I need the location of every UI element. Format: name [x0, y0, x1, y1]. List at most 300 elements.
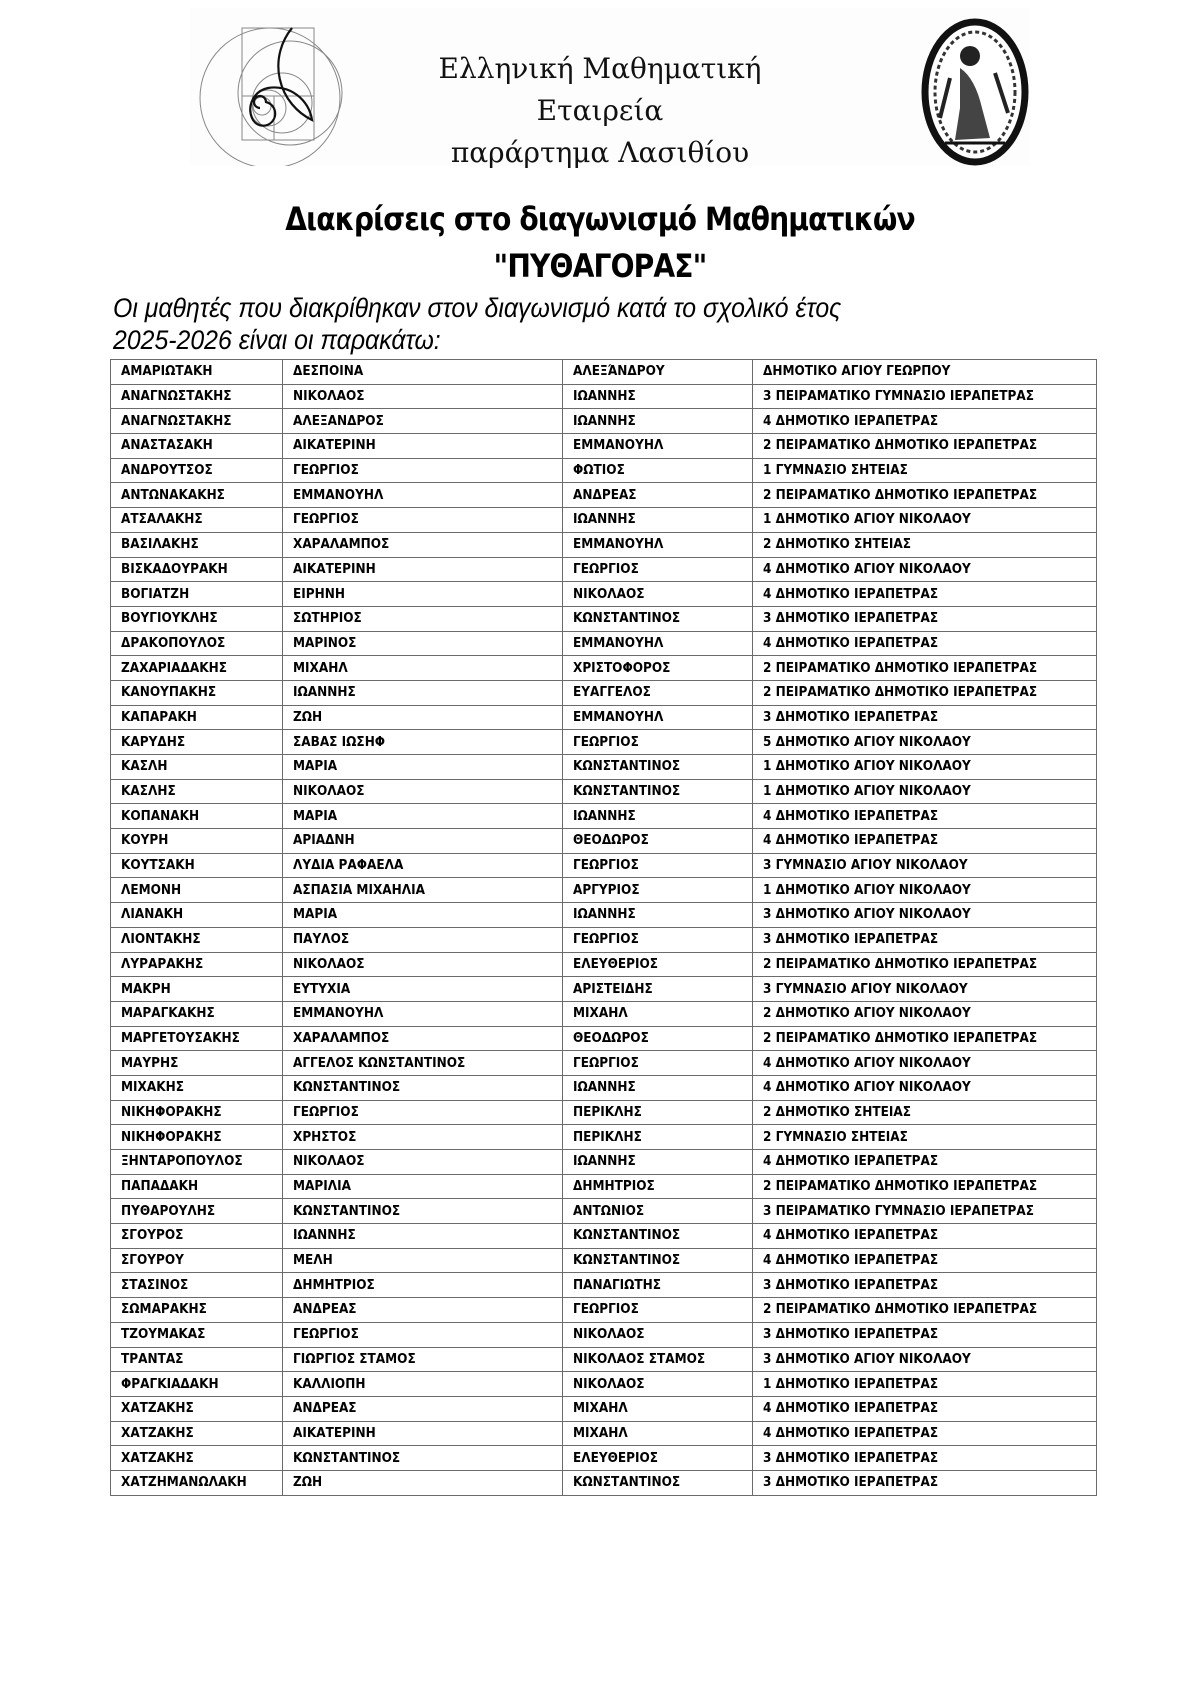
- surname-cell: [111, 1470, 283, 1495]
- father-name-cell: [563, 1298, 753, 1323]
- school-text: 2 ΔΗΜΟΤΙΚΟ ΑΓΙΟΥ ΝΙΚΟΛΑΟΥ: [763, 1006, 971, 1022]
- father-name-text: ΝΙΚΟΛΑΟΣ ΣΤΑΜΟΣ: [573, 1351, 706, 1367]
- first-name-cell: [283, 853, 563, 878]
- table-row: [111, 1075, 1097, 1100]
- surname-cell: [111, 779, 283, 804]
- school-text: 2 ΠΕΙΡΑΜΑΤΙΚΟ ΔΗΜΟΤΙΚΟ ΙΕΡΑΠΕΤΡΑΣ: [763, 1302, 1038, 1318]
- first-name-cell: [283, 927, 563, 952]
- school-cell: [753, 360, 1097, 385]
- school-text: 4 ΔΗΜΟΤΙΚΟ ΑΓΙΟΥ ΝΙΚΟΛΑΟΥ: [763, 561, 971, 577]
- school-text: 4 ΔΗΜΟΤΙΚΟ ΑΓΙΟΥ ΝΙΚΟΛΑΟΥ: [763, 1080, 971, 1096]
- surname-cell: [111, 1150, 283, 1175]
- father-name-text: ΕΜΜΑΝΟΥΗΛ: [573, 537, 664, 553]
- first-name-text: ΜΑΡΙΑ: [293, 759, 338, 775]
- school-text: 3 ΔΗΜΟΤΙΚΟ ΙΕΡΑΠΕΤΡΑΣ: [763, 932, 939, 948]
- table-row: [111, 1470, 1097, 1495]
- father-name-cell: [563, 1446, 753, 1471]
- father-name-cell: [563, 705, 753, 730]
- surname-text: ΤΡΑΝΤΑΣ: [121, 1351, 184, 1367]
- table-row: [111, 458, 1097, 483]
- first-name-cell: [283, 1199, 563, 1224]
- father-name-cell: [563, 1100, 753, 1125]
- school-cell: [753, 1372, 1097, 1397]
- school-cell: [753, 1347, 1097, 1372]
- school-text: 3 ΔΗΜΟΤΙΚΟ ΙΕΡΑΠΕΤΡΑΣ: [763, 611, 939, 627]
- father-name-text: ΠΑΝΑΓΙΩΤΗΣ: [573, 1277, 662, 1293]
- father-name-text: ΠΕΡΙΚΛΗΣ: [573, 1129, 642, 1145]
- first-name-text: ΚΩΝΣΤΑΝΤΙΝΟΣ: [293, 1080, 401, 1096]
- school-text: 3 ΓΥΜΝΑΣΙΟ ΑΓΙΟΥ ΝΙΚΟΛΑΟΥ: [763, 858, 968, 874]
- father-name-cell: [563, 434, 753, 459]
- first-name-text: ΚΩΝΣΤΑΝΤΙΝΟΣ: [293, 1203, 401, 1219]
- school-cell: [753, 1446, 1097, 1471]
- father-name-text: ΕΜΜΑΝΟΥΗΛ: [573, 709, 664, 725]
- first-name-text: ΓΕΩΡΓΙΟΣ: [293, 512, 359, 528]
- table-row: [111, 1001, 1097, 1026]
- surname-text: ΜΑΥΡΗΣ: [121, 1055, 179, 1071]
- branch-name: παράρτημα Λασιθίου: [450, 136, 750, 169]
- father-name-cell: [563, 952, 753, 977]
- school-text: 4 ΔΗΜΟΤΙΚΟ ΙΕΡΑΠΕΤΡΑΣ: [763, 833, 939, 849]
- page-title: Διακρίσεις στο διαγωνισμό Μαθηματικών: [285, 200, 915, 238]
- father-name-text: ΚΩΝΣΤΑΝΤΙΝΟΣ: [573, 1475, 681, 1491]
- school-text: 1 ΔΗΜΟΤΙΚΟ ΑΓΙΟΥ ΝΙΚΟΛΑΟΥ: [763, 759, 971, 775]
- first-name-cell: [283, 1372, 563, 1397]
- father-name-cell: [563, 1224, 753, 1249]
- first-name-cell: [283, 384, 563, 409]
- father-name-cell: [563, 384, 753, 409]
- school-cell: [753, 977, 1097, 1002]
- father-name-text: ΝΙΚΟΛΑΟΣ: [573, 586, 645, 602]
- school-cell: [753, 1248, 1097, 1273]
- surname-text: ΧΑΤΖΑΚΗΣ: [121, 1425, 194, 1441]
- school-cell: [753, 1125, 1097, 1150]
- first-name-text: ΣΩΤΗΡΙΟΣ: [293, 611, 362, 627]
- school-text: 4 ΔΗΜΟΤΙΚΟ ΙΕΡΑΠΕΤΡΑΣ: [763, 1425, 939, 1441]
- table-row: [111, 557, 1097, 582]
- first-name-text: ΕΜΜΑΝΟΥΗΛ: [293, 1006, 384, 1022]
- first-name-cell: [283, 458, 563, 483]
- first-name-text: ΛΥΔΙΑ ΡΑΦΑΕΛΑ: [293, 858, 404, 874]
- school-text: 2 ΔΗΜΟΤΙΚΟ ΣΗΤΕΙΑΣ: [763, 1104, 912, 1120]
- first-name-cell: [283, 1150, 563, 1175]
- golden-spiral-logo-icon: [190, 8, 380, 166]
- first-name-cell: [283, 1051, 563, 1076]
- first-name-cell: [283, 1125, 563, 1150]
- surname-cell: [111, 680, 283, 705]
- surname-text: ΑΜΑΡΙΩΤΑΚΗ: [121, 364, 213, 380]
- first-name-cell: [283, 1174, 563, 1199]
- father-name-text: ΘΕΟΔΩΡΟΣ: [573, 833, 649, 849]
- father-name-cell: [563, 1396, 753, 1421]
- surname-text: ΧΑΤΖΑΚΗΣ: [121, 1401, 194, 1417]
- surname-text: ΚΑΣΛΗ: [121, 759, 168, 775]
- table-row: [111, 1199, 1097, 1224]
- surname-cell: [111, 755, 283, 780]
- surname-cell: [111, 730, 283, 755]
- school-cell: [753, 903, 1097, 928]
- first-name-cell: [283, 409, 563, 434]
- surname-cell: [111, 1001, 283, 1026]
- table-row: [111, 360, 1097, 385]
- school-text: 4 ΔΗΜΟΤΙΚΟ ΑΓΙΟΥ ΝΙΚΟΛΑΟΥ: [763, 1055, 971, 1071]
- surname-text: ΑΝΤΩΝΑΚΑΚΗΣ: [121, 487, 225, 503]
- father-name-text: ΚΩΝΣΤΑΝΤΙΝΟΣ: [573, 1253, 681, 1269]
- school-text: 4 ΔΗΜΟΤΙΚΟ ΙΕΡΑΠΕΤΡΑΣ: [763, 635, 939, 651]
- surname-cell: [111, 1273, 283, 1298]
- father-name-cell: [563, 853, 753, 878]
- first-name-cell: [283, 952, 563, 977]
- school-cell: [753, 483, 1097, 508]
- school-cell: [753, 829, 1097, 854]
- ancient-coin-logo-icon: [920, 18, 1030, 166]
- surname-cell: [111, 1396, 283, 1421]
- surname-text: ΜΑΚΡΗ: [121, 981, 171, 997]
- first-name-text: ΑΙΚΑΤΕΡΙΝΗ: [293, 561, 376, 577]
- school-text: 4 ΔΗΜΟΤΙΚΟ ΙΕΡΑΠΕΤΡΑΣ: [763, 808, 939, 824]
- surname-cell: [111, 483, 283, 508]
- school-cell: [753, 804, 1097, 829]
- first-name-cell: [283, 656, 563, 681]
- table-row: [111, 1026, 1097, 1051]
- school-text: 2 ΠΕΙΡΑΜΑΤΙΚΟ ΔΗΜΟΤΙΚΟ ΙΕΡΑΠΕΤΡΑΣ: [763, 685, 1038, 701]
- surname-cell: [111, 360, 283, 385]
- father-name-cell: [563, 903, 753, 928]
- surname-text: ΚΟΥΡΗ: [121, 833, 169, 849]
- first-name-cell: [283, 1421, 563, 1446]
- first-name-text: ΜΑΡΙΝΟΣ: [293, 635, 357, 651]
- school-text: 2 ΠΕΙΡΑΜΑΤΙΚΟ ΔΗΜΟΤΙΚΟ ΙΕΡΑΠΕΤΡΑΣ: [763, 1179, 1038, 1195]
- school-text: 3 ΔΗΜΟΤΙΚΟ ΙΕΡΑΠΕΤΡΑΣ: [763, 709, 939, 725]
- father-name-cell: [563, 1347, 753, 1372]
- school-cell: [753, 1224, 1097, 1249]
- table-row: [111, 532, 1097, 557]
- first-name-text: ΧΑΡΑΛΑΜΠΟΣ: [293, 1030, 390, 1046]
- table-row: [111, 1174, 1097, 1199]
- surname-cell: [111, 1174, 283, 1199]
- surname-text: ΒΙΣΚΑΔΟΥΡΑΚΗ: [121, 561, 228, 577]
- school-text: 1 ΔΗΜΟΤΙΚΟ ΑΓΙΟΥ ΝΙΚΟΛΑΟΥ: [763, 512, 971, 528]
- surname-text: ΚΑΣΛΗΣ: [121, 784, 176, 800]
- first-name-text: ΝΙΚΟΛΑΟΣ: [293, 956, 365, 972]
- school-cell: [753, 458, 1097, 483]
- father-name-text: ΙΩΑΝΝΗΣ: [573, 1080, 636, 1096]
- father-name-text: ΚΩΝΣΤΑΝΤΙΝΟΣ: [573, 784, 681, 800]
- first-name-text: ΜΑΡΙΑ: [293, 808, 338, 824]
- father-name-text: ΜΙΧΑΗΛ: [573, 1401, 628, 1417]
- school-text: 2 ΠΕΙΡΑΜΑΤΙΚΟ ΔΗΜΟΤΙΚΟ ΙΕΡΑΠΕΤΡΑΣ: [763, 956, 1038, 972]
- first-name-cell: [283, 508, 563, 533]
- table-row: [111, 952, 1097, 977]
- surname-cell: [111, 582, 283, 607]
- school-cell: [753, 705, 1097, 730]
- school-text: 3 ΓΥΜΝΑΣΙΟ ΑΓΙΟΥ ΝΙΚΟΛΑΟΥ: [763, 981, 968, 997]
- father-name-text: ΘΕΟΔΩΡΟΣ: [573, 1030, 649, 1046]
- table-row: [111, 1298, 1097, 1323]
- school-cell: [753, 384, 1097, 409]
- father-name-cell: [563, 508, 753, 533]
- surname-text: ΣΓΟΥΡΟΥ: [121, 1253, 184, 1269]
- surname-text: ΛΙΟΝΤΑΚΗΣ: [121, 932, 201, 948]
- first-name-cell: [283, 1396, 563, 1421]
- surname-text: ΚΑΠΑΡΑΚΗ: [121, 709, 197, 725]
- school-text: 1 ΔΗΜΟΤΙΚΟ ΑΓΙΟΥ ΝΙΚΟΛΑΟΥ: [763, 882, 971, 898]
- surname-text: ΑΝΑΓΝΩΣΤΑΚΗΣ: [121, 413, 232, 429]
- surname-cell: [111, 705, 283, 730]
- father-name-text: ΚΩΝΣΤΑΝΤΙΝΟΣ: [573, 611, 681, 627]
- father-name-text: ΕΛΕΥΘΕΡΙΟΣ: [573, 1450, 659, 1466]
- surname-text: ΝΙΚΗΦΟΡΑΚΗΣ: [121, 1104, 222, 1120]
- surname-text: ΣΩΜΑΡΑΚΗΣ: [121, 1302, 207, 1318]
- table-row: [111, 1446, 1097, 1471]
- school-text: 1 ΔΗΜΟΤΙΚΟ ΑΓΙΟΥ ΝΙΚΟΛΑΟΥ: [763, 784, 971, 800]
- surname-text: ΜΑΡΓΕΤΟΥΣΑΚΗΣ: [121, 1030, 240, 1046]
- surname-cell: [111, 1125, 283, 1150]
- table-row: [111, 1421, 1097, 1446]
- father-name-cell: [563, 1051, 753, 1076]
- first-name-cell: [283, 730, 563, 755]
- first-name-cell: [283, 1248, 563, 1273]
- school-text: 3 ΔΗΜΟΤΙΚΟ ΑΓΙΟΥ ΝΙΚΟΛΑΟΥ: [763, 907, 971, 923]
- surname-text: ΒΟΓΙΑΤΖΗ: [121, 586, 190, 602]
- first-name-cell: [283, 779, 563, 804]
- father-name-text: ΦΩΤΙΟΣ: [573, 463, 625, 479]
- surname-cell: [111, 458, 283, 483]
- first-name-cell: [283, 532, 563, 557]
- school-cell: [753, 853, 1097, 878]
- table-row: [111, 1372, 1097, 1397]
- first-name-text: ΝΙΚΟΛΑΟΣ: [293, 784, 365, 800]
- father-name-text: ΜΙΧΑΗΛ: [573, 1006, 628, 1022]
- father-name-text: ΙΩΑΝΝΗΣ: [573, 413, 636, 429]
- first-name-cell: [283, 1470, 563, 1495]
- surname-text: ΝΙΚΗΦΟΡΑΚΗΣ: [121, 1129, 222, 1145]
- school-cell: [753, 680, 1097, 705]
- table-row: [111, 1273, 1097, 1298]
- school-text: 3 ΔΗΜΟΤΙΚΟ ΙΕΡΑΠΕΤΡΑΣ: [763, 1475, 939, 1491]
- table-row: [111, 1100, 1097, 1125]
- father-name-cell: [563, 779, 753, 804]
- school-text: 3 ΠΕΙΡΑΜΑΤΙΚΟ ΓΥΜΝΑΣΙΟ ΙΕΡΑΠΕΤΡΑΣ: [763, 1203, 1034, 1219]
- school-text: 3 ΔΗΜΟΤΙΚΟ ΙΕΡΑΠΕΤΡΑΣ: [763, 1327, 939, 1343]
- father-name-text: ΚΩΝΣΤΑΝΤΙΝΟΣ: [573, 759, 681, 775]
- table-row: [111, 606, 1097, 631]
- father-name-text: ΚΩΝΣΤΑΝΤΙΝΟΣ: [573, 1228, 681, 1244]
- surname-text: ΛΙΑΝΑΚΗ: [121, 907, 184, 923]
- school-cell: [753, 409, 1097, 434]
- school-cell: [753, 606, 1097, 631]
- table-row: [111, 384, 1097, 409]
- father-name-cell: [563, 557, 753, 582]
- school-cell: [753, 730, 1097, 755]
- school-text: 3 ΔΗΜΟΤΙΚΟ ΑΓΙΟΥ ΝΙΚΟΛΑΟΥ: [763, 1351, 971, 1367]
- table-row: [111, 779, 1097, 804]
- table-row: [111, 508, 1097, 533]
- father-name-text: ΓΕΩΡΓΙΟΣ: [573, 858, 639, 874]
- table-row: [111, 730, 1097, 755]
- first-name-cell: [283, 1446, 563, 1471]
- first-name-text: ΑΝΔΡΕΑΣ: [293, 1401, 357, 1417]
- school-cell: [753, 1026, 1097, 1051]
- school-text: 3 ΔΗΜΟΤΙΚΟ ΙΕΡΑΠΕΤΡΑΣ: [763, 1277, 939, 1293]
- school-cell: [753, 434, 1097, 459]
- school-text: 5 ΔΗΜΟΤΙΚΟ ΑΓΙΟΥ ΝΙΚΟΛΑΟΥ: [763, 734, 971, 750]
- father-name-text: ΙΩΑΝΝΗΣ: [573, 1154, 636, 1170]
- father-name-cell: [563, 1322, 753, 1347]
- surname-cell: [111, 1026, 283, 1051]
- father-name-text: ΙΩΑΝΝΗΣ: [573, 907, 636, 923]
- surname-cell: [111, 606, 283, 631]
- father-name-cell: [563, 1248, 753, 1273]
- school-cell: [753, 1199, 1097, 1224]
- surname-text: ΚΟΠΑΝΑΚΗ: [121, 808, 200, 824]
- surname-text: ΒΑΣΙΛΑΚΗΣ: [121, 537, 199, 553]
- father-name-cell: [563, 409, 753, 434]
- surname-cell: [111, 1372, 283, 1397]
- father-name-text: ΧΡΙΣΤΟΦΟΡΟΣ: [573, 660, 671, 676]
- first-name-cell: [283, 1347, 563, 1372]
- father-name-cell: [563, 1273, 753, 1298]
- school-cell: [753, 1051, 1097, 1076]
- father-name-text: ΑΡΙΣΤΕΙΔΗΣ: [573, 981, 653, 997]
- school-cell: [753, 1150, 1097, 1175]
- school-text: 3 ΔΗΜΟΤΙΚΟ ΙΕΡΑΠΕΤΡΑΣ: [763, 1450, 939, 1466]
- school-cell: [753, 1174, 1097, 1199]
- father-name-cell: [563, 804, 753, 829]
- school-cell: [753, 656, 1097, 681]
- school-text: 4 ΔΗΜΟΤΙΚΟ ΙΕΡΑΠΕΤΡΑΣ: [763, 413, 939, 429]
- table-row: [111, 1347, 1097, 1372]
- surname-cell: [111, 434, 283, 459]
- surname-text: ΚΟΥΤΣΑΚΗ: [121, 858, 195, 874]
- school-text: ΔΗΜΟΤΙΚΟ ΑΓΙΟΥ ΓΕΩΡΠΟΥ: [763, 364, 951, 380]
- first-name-text: ΕΥΤΥΧΙΑ: [293, 981, 351, 997]
- surname-cell: [111, 532, 283, 557]
- school-cell: [753, 557, 1097, 582]
- school-cell: [753, 927, 1097, 952]
- first-name-text: ΜΑΡΙΑ: [293, 907, 338, 923]
- surname-text: ΛΕΜΟΝΗ: [121, 882, 182, 898]
- surname-text: ΤΖΟΥΜΑΚΑΣ: [121, 1327, 206, 1343]
- father-name-cell: [563, 730, 753, 755]
- surname-text: ΞΗΝΤΑΡΟΠΟΥΛΟΣ: [121, 1154, 243, 1170]
- surname-cell: [111, 631, 283, 656]
- school-text: 3 ΠΕΙΡΑΜΑΤΙΚΟ ΓΥΜΝΑΣΙΟ ΙΕΡΑΠΕΤΡΑΣ: [763, 389, 1034, 405]
- surname-cell: [111, 1075, 283, 1100]
- first-name-cell: [283, 755, 563, 780]
- surname-text: ΑΤΣΑΛΑΚΗΣ: [121, 512, 203, 528]
- father-name-text: ΑΝΤΩΝΙΟΣ: [573, 1203, 645, 1219]
- first-name-text: ΠΑΥΛΟΣ: [293, 932, 350, 948]
- competition-name: "ΠΥΘΑΓΟΡΑΣ": [493, 247, 707, 285]
- table-row: [111, 483, 1097, 508]
- father-name-text: ΑΛΕΞΆΝΔΡΟΥ: [573, 364, 665, 380]
- school-text: 1 ΓΥΜΝΑΣΙΟ ΣΗΤΕΙΑΣ: [763, 463, 908, 479]
- school-cell: [753, 1075, 1097, 1100]
- father-name-text: ΔΗΜΗΤΡΙΟΣ: [573, 1179, 655, 1195]
- surname-text: ΑΝΔΡΟΥΤΣΟΣ: [121, 463, 213, 479]
- first-name-text: ΑΡΙΑΔΝΗ: [293, 833, 355, 849]
- father-name-cell: [563, 977, 753, 1002]
- first-name-cell: [283, 1322, 563, 1347]
- surname-cell: [111, 878, 283, 903]
- surname-text: ΠΥΘΑΡΟΥΛΗΣ: [121, 1203, 216, 1219]
- surname-cell: [111, 508, 283, 533]
- father-name-cell: [563, 1026, 753, 1051]
- father-name-cell: [563, 878, 753, 903]
- school-cell: [753, 532, 1097, 557]
- surname-text: ΧΑΤΖΗΜΑΝΩΛΑΚΗ: [121, 1475, 247, 1491]
- first-name-text: ΧΡΗΣΤΟΣ: [293, 1129, 357, 1145]
- father-name-text: ΓΕΩΡΓΙΟΣ: [573, 1302, 639, 1318]
- surname-cell: [111, 1322, 283, 1347]
- table-row: [111, 705, 1097, 730]
- school-cell: [753, 631, 1097, 656]
- father-name-text: ΕΜΜΑΝΟΥΗΛ: [573, 438, 664, 454]
- results-table-body: [111, 360, 1097, 1496]
- first-name-text: ΔΕΣΠΟΙΝΑ: [293, 364, 364, 380]
- school-cell: [753, 1273, 1097, 1298]
- table-row: [111, 1150, 1097, 1175]
- school-text: 4 ΔΗΜΟΤΙΚΟ ΙΕΡΑΠΕΤΡΑΣ: [763, 586, 939, 602]
- first-name-text: ΙΩΑΝΝΗΣ: [293, 1228, 356, 1244]
- school-cell: [753, 582, 1097, 607]
- school-cell: [753, 1470, 1097, 1495]
- father-name-cell: [563, 656, 753, 681]
- surname-text: ΜΙΧΑΚΗΣ: [121, 1080, 184, 1096]
- first-name-text: ΝΙΚΟΛΑΟΣ: [293, 1154, 365, 1170]
- surname-text: ΔΡΑΚΟΠΟΥΛΟΣ: [121, 635, 226, 651]
- first-name-text: ΚΩΝΣΤΑΝΤΙΝΟΣ: [293, 1450, 401, 1466]
- father-name-text: ΓΕΩΡΓΙΟΣ: [573, 932, 639, 948]
- header-banner: [190, 8, 1030, 169]
- school-text: 4 ΔΗΜΟΤΙΚΟ ΙΕΡΑΠΕΤΡΑΣ: [763, 1253, 939, 1269]
- father-name-cell: [563, 1470, 753, 1495]
- table-row: [111, 829, 1097, 854]
- surname-cell: [111, 903, 283, 928]
- surname-cell: [111, 1100, 283, 1125]
- first-name-cell: [283, 1298, 563, 1323]
- first-name-text: ΜΑΡΙΛΙΑ: [293, 1179, 351, 1195]
- father-name-text: ΑΝΔΡΕΑΣ: [573, 487, 637, 503]
- first-name-text: ΧΑΡΑΛΑΜΠΟΣ: [293, 537, 390, 553]
- first-name-text: ΑΛΕΞΑΝΔΡΟΣ: [293, 413, 384, 429]
- school-cell: [753, 779, 1097, 804]
- father-name-text: ΕΥΑΓΓΕΛΟΣ: [573, 685, 651, 701]
- father-name-cell: [563, 360, 753, 385]
- first-name-text: ΣΑΒΑΣ ΙΩΣΗΦ: [293, 734, 386, 750]
- surname-cell: [111, 557, 283, 582]
- father-name-text: ΙΩΑΝΝΗΣ: [573, 808, 636, 824]
- school-cell: [753, 1100, 1097, 1125]
- father-name-text: ΙΩΑΝΝΗΣ: [573, 512, 636, 528]
- surname-cell: [111, 656, 283, 681]
- organization-name: [380, 48, 820, 174]
- first-name-text: ΑΣΠΑΣΙΑ ΜΙΧΑΗΛΙΑ: [293, 882, 425, 898]
- first-name-cell: [283, 977, 563, 1002]
- first-name-text: ΑΙΚΑΤΕΡΙΝΗ: [293, 1425, 376, 1441]
- surname-text: ΛΥΡΑΡΑΚΗΣ: [121, 956, 204, 972]
- father-name-cell: [563, 680, 753, 705]
- table-row: [111, 1396, 1097, 1421]
- first-name-cell: [283, 804, 563, 829]
- father-name-cell: [563, 631, 753, 656]
- father-name-text: ΠΕΡΙΚΛΗΣ: [573, 1104, 642, 1120]
- father-name-cell: [563, 1001, 753, 1026]
- father-name-cell: [563, 532, 753, 557]
- org-name: Ελληνική Μαθηματική Εταιρεία: [438, 52, 762, 127]
- first-name-text: ΑΝΔΡΕΑΣ: [293, 1302, 357, 1318]
